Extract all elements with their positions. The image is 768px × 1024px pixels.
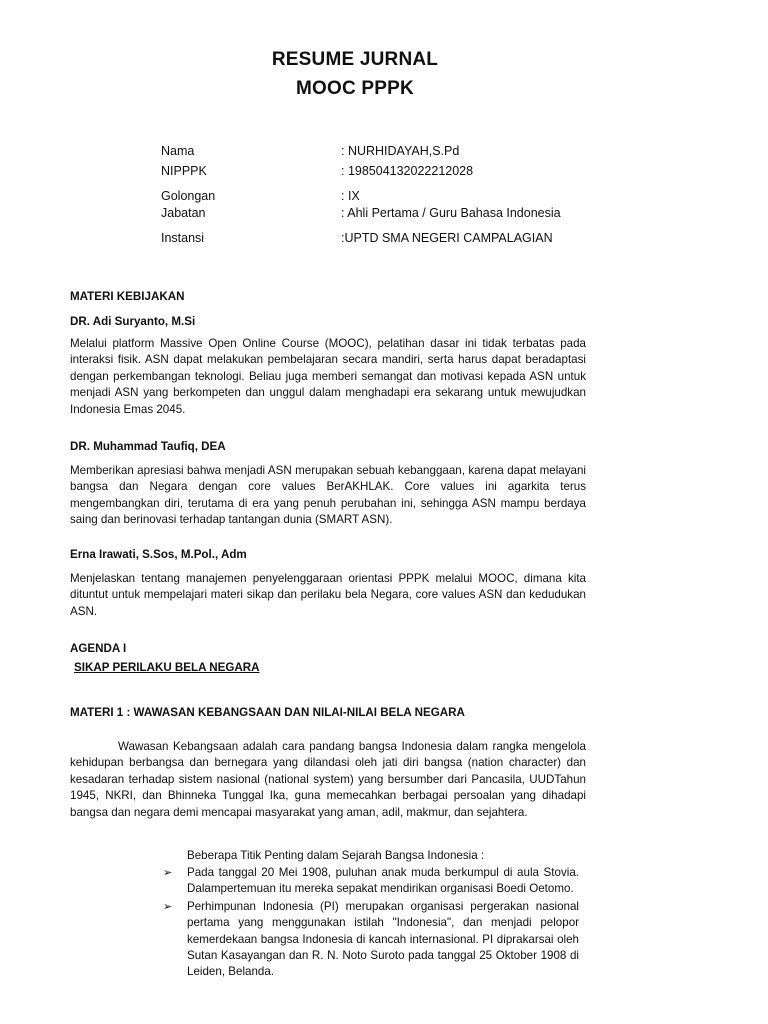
arrow-bullet-icon: ➢ bbox=[163, 867, 173, 879]
materi1-heading: MATERI 1 : WAWASAN KEBANGSAAN DAN NILAI-NILAI BELA NEGARA bbox=[70, 706, 465, 719]
history-points-title: Beberapa Titik Penting dalam Sejarah Bangsa Indonesia : bbox=[187, 849, 485, 862]
profile-label-nama: Nama bbox=[161, 144, 195, 158]
profile-label-jabatan: Jabatan bbox=[161, 206, 206, 220]
materi1-paragraph: Wawasan Kebangsaan adalah cara pandang bangsa Indonesia dalam rangka mengelola kehidupan berbangsa dan bernegara yang dilandasi oleh jati diri bangsa (nation character) dan kesadaran terhadap sistem nasional (national system) yang bersumber dari Pancasila, UUDTahun 1945, NKRI, dan Bhinneka Tunggal Ika, guna memecahkan berbagai persoalan yang dihadapi bangsa dan negara demi mencapai masyarakat yang aman, adil, makmur, dan sejahtera. bbox=[70, 740, 586, 819]
list-item-text: Pada tanggal 20 Mei 1908, puluhan anak muda berkumpul di aula Stovia. Dalampertemuan itu mereka sepakat mendirikan organisasi Boedi Oetomo. bbox=[187, 866, 579, 896]
section-heading-materi-kebijakan: MATERI KEBIJAKAN bbox=[70, 290, 185, 303]
profile-label-instansi: Instansi bbox=[161, 231, 205, 245]
profile-label-nipppk: NIPPPK bbox=[161, 164, 207, 178]
profile-value-nipppk: : 198504132022212028 bbox=[341, 164, 474, 178]
list-item-text: Perhimpunan Indonesia (PI) merupakan organisasi pergerakan nasional pertama yang menggunakan istilah "Indonesia", dan menjadi pelopor kemerdekaan bangsa Indonesia di kancah internasional. PI diprakarsai oleh Sutan Kasayangan dan R. N. Noto Suroto pada tanggal 25 Oktober 1908 di Leiden, Belanda. bbox=[187, 899, 579, 979]
agenda-heading: AGENDA I bbox=[70, 642, 127, 655]
profile-value-golongan: : IX bbox=[341, 189, 360, 203]
document-title: RESUME JURNAL bbox=[271, 49, 439, 70]
speaker-summary: Memberikan apresiasi bahwa menjadi ASN merupakan sebuah kebanggaan, karena dapat melayani bangsa dan Negara dengan core values BerAKHLAK. Core values ini agarkita terus mengembangkan diri, terutama di era yang penuh perubahan ini, sehingga ASN mampu berdaya saing dan berinovasi terhadap tantangan dunia (SMART ASN). bbox=[70, 464, 586, 527]
agenda-subheading: SIKAP PERILAKU BELA NEGARA bbox=[74, 661, 260, 674]
list-item bbox=[163, 865, 579, 898]
history-points-list bbox=[163, 865, 579, 982]
arrow-bullet-icon: ➢ bbox=[163, 900, 173, 913]
profile-value-jabatan: : Ahli Pertama / Guru Bahasa Indonesia bbox=[341, 206, 561, 220]
list-item bbox=[163, 899, 579, 981]
document-subtitle: MOOC PPPK bbox=[296, 78, 414, 99]
speaker-name: DR. Adi Suryanto, M.Si bbox=[70, 315, 196, 328]
speaker-summary: Menjelaskan tentang manajemen penyelenggaraan orientasi PPPK melalui MOOC, dimana kita dituntut untuk mempelajari materi sikap dan perilaku bela Negara, core values ASN dan kedudukan ASN. bbox=[70, 572, 586, 618]
speaker-summary: Melalui platform Massive Open Online Course (MOOC), pelatihan dasar ini tidak terbatas pada interaksi fisik. ASN dapat melakukan pembelajaran secara mandiri, serta harus dapat beradaptasi dengan perkembangan teknologi. Beliau juga memberi semangat dan motivasi kepada ASN untuk menjadi ASN yang berkompeten dan unggul dalam menghadapi era sekarang untuk mewujudkan Indonesia Emas 2045. bbox=[70, 337, 586, 416]
profile-value-instansi: :UPTD SMA NEGERI CAMPALAGIAN bbox=[341, 231, 553, 245]
profile-label-golongan: Golongan bbox=[161, 189, 216, 203]
profile-value-nama: : NURHIDAYAH,S.Pd bbox=[341, 144, 460, 158]
speaker-name: Erna Irawati, S.Sos, M.Pol., Adm bbox=[70, 548, 247, 561]
speaker-name: DR. Muhammad Taufiq, DEA bbox=[70, 440, 226, 453]
